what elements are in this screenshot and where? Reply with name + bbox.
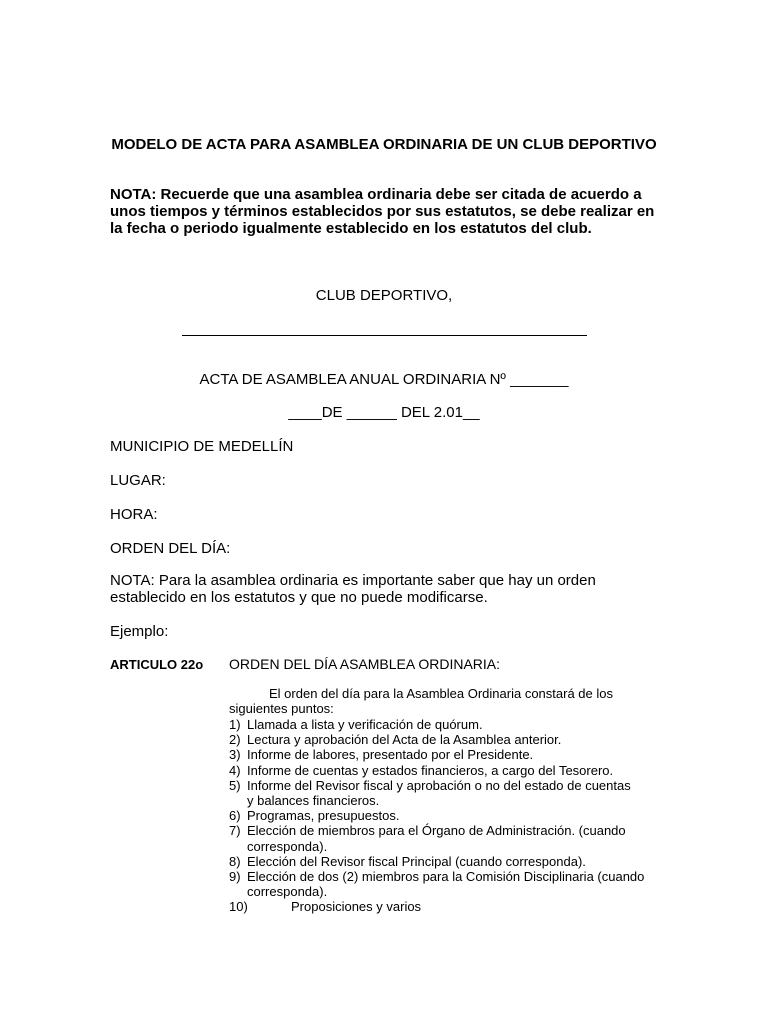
acta-label: ACTA DE ASAMBLEA ANUAL ORDINARIA Nº _______ bbox=[199, 371, 569, 388]
list-item bbox=[229, 747, 689, 762]
list-item-number: 10) bbox=[229, 899, 248, 915]
document-title: MODELO DE ACTA PARA ASAMBLEA ORDINARIA DE UN CLUB DEPORTIVO bbox=[111, 136, 657, 153]
list-item-text: Informe de cuentas y estados financieros, a cargo del Tesorero. bbox=[247, 762, 614, 778]
list-item-number: 7) bbox=[229, 823, 241, 839]
list-item-number: 6) bbox=[229, 808, 241, 824]
club-name-blank-line bbox=[182, 335, 587, 336]
list-item-number: 2) bbox=[229, 732, 241, 748]
list-item-text: Llamada a lista y verificación de quórum. bbox=[247, 717, 483, 732]
list-item-text: Lectura y aprobación del Acta de la Asamblea anterior. bbox=[247, 732, 562, 748]
lugar-label: LUGAR: bbox=[110, 472, 166, 489]
list-item-number: 5) bbox=[229, 777, 241, 793]
list-item bbox=[229, 778, 637, 808]
list-item bbox=[229, 854, 689, 869]
articulo-intro: El orden del día para la Asamblea Ordinaria constará de los siguientes puntos: bbox=[229, 686, 613, 716]
list-item-text: Elección de dos (2) miembros para la Comisión Disciplinaria (cuando corresponda). bbox=[247, 869, 645, 900]
list-item-number: 1) bbox=[229, 717, 241, 732]
list-item bbox=[229, 823, 647, 853]
list-item bbox=[229, 717, 689, 732]
list-item-number: 8) bbox=[229, 853, 241, 869]
list-item-text: Proposiciones y varios bbox=[291, 899, 422, 915]
articulo-title: ORDEN DEL DÍA ASAMBLEA ORDINARIA: bbox=[229, 656, 501, 672]
ejemplo-label: Ejemplo: bbox=[110, 623, 169, 640]
list-item-text: Programas, presupuestos. bbox=[247, 808, 400, 824]
list-item bbox=[229, 763, 689, 778]
articulo-label: ARTICULO 22o bbox=[110, 657, 204, 672]
municipio-label: MUNICIPIO DE MEDELLÍN bbox=[110, 438, 294, 455]
nota-orden: NOTA: Para la asamblea ordinaria es importante saber que hay un orden establecido en los estatutos y que no puede modificarse. bbox=[110, 572, 596, 606]
list-item-text: Elección del Revisor fiscal Principal (cuando corresponda). bbox=[247, 853, 586, 869]
list-item bbox=[229, 808, 689, 823]
orden-dia-list bbox=[229, 717, 689, 915]
list-item-text: Informe del Revisor fiscal y aprobación o no del estado de cuentas y balances financieros. bbox=[247, 777, 631, 809]
fecha-line: ____DE ______ DEL 2.01__ bbox=[288, 404, 480, 421]
list-item-text: Elección de miembros para el Órgano de Administración. (cuando corresponda). bbox=[247, 823, 626, 854]
list-item-text: Informe de labores, presentado por el Presidente. bbox=[247, 747, 534, 763]
hora-label: HORA: bbox=[110, 506, 158, 523]
nota-intro: NOTA: Recuerde que una asamblea ordinaria debe ser citada de acuerdo a unos tiempos y términos establecidos por sus estatutos, se debe realizar en la fecha o periodo igualmente establecido en los estatutos del club. bbox=[110, 186, 655, 237]
list-item bbox=[229, 869, 667, 899]
list-item-number: 4) bbox=[229, 762, 241, 778]
club-label: CLUB DEPORTIVO, bbox=[315, 287, 453, 304]
list-item bbox=[229, 732, 689, 747]
list-item-number: 9) bbox=[229, 869, 241, 885]
list-item bbox=[229, 899, 689, 914]
list-item-number: 3) bbox=[229, 747, 241, 763]
orden-dia-label: ORDEN DEL DÍA: bbox=[110, 540, 231, 557]
